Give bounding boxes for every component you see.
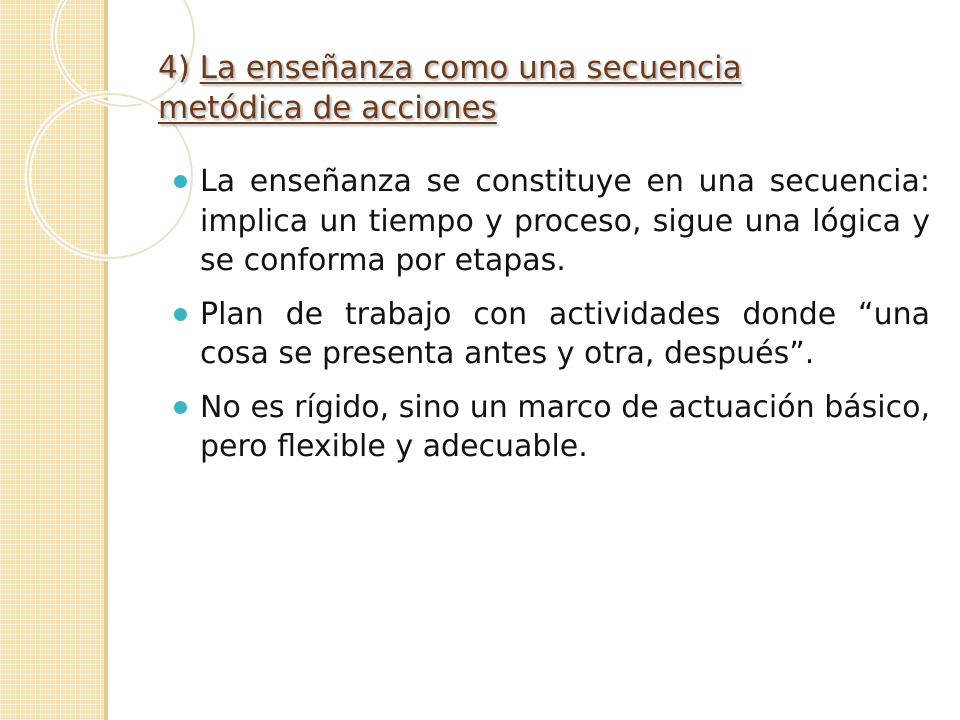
bullet-item — [174, 162, 930, 281]
bullet-dot-icon — [174, 175, 187, 188]
bullet-item — [174, 295, 930, 374]
bullet-dot-icon — [174, 308, 187, 321]
bullet-text: No es rígido, sino un marco de actuación básico, pero flexible y adecuable. — [200, 389, 930, 464]
title-link[interactable]: La enseñanza como una secuencia metódica de acciones — [158, 50, 742, 126]
bullet-text: La enseñanza se constituye en una secuencia: implica un tiempo y proceso, sigue una lógica y se conforma por etapas. — [200, 164, 930, 278]
bullet-dot-icon — [174, 401, 187, 414]
title-number: 4) — [158, 50, 200, 86]
bullet-text: Plan de trabajo con actividades donde “una cosa se presenta antes y otra, después”. — [200, 296, 930, 371]
bullet-list — [174, 162, 930, 481]
slide-title — [158, 48, 878, 128]
bullet-item — [174, 388, 930, 467]
